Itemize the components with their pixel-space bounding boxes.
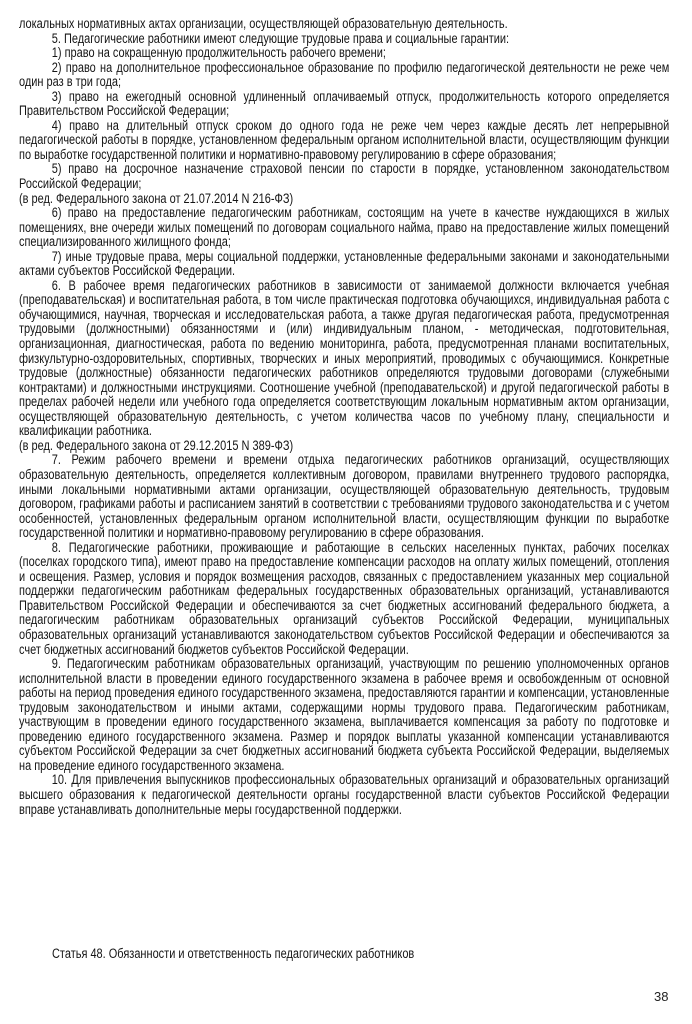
page-number: 38 <box>654 989 669 1004</box>
paragraph-item-6: 6. В рабочее время педагогических работников в зависимости от занимаемой должности включается учебная (преподавательская) и воспитательная работа, в том числе практическая подготовка обучающихся, индивидуальная работа с обучающимися, научная, творческая и исследовательская работа, а также другая педагогическая работа, предусмотренная трудовыми (должностными) обязанностями и (или) индивидуальным планом, - методическая, подготовительная, организационная, диагностическая, работа по ведению мониторинга, работа, предусмотренная планами воспитательных, физкультурно-оздоровительных, спортивных, творческих и иных мероприятий, проводимых с обучающимися. Конкретные трудовые (должностные) обязанности педагогических работников определяются трудовыми договорами (служебными контрактами) и должностными инструкциями. Соотношение учебной (преподавательской) и другой педагогической работы в пределах рабочей недели или учебного года определяется соответствующим локальным нормативным актом организации, осуществляющей образовательную деятельность, с учетом количества часов по учебному плану, специальности и квалификации работника. <box>19 277 670 439</box>
paragraph-item-7: 7. Режим рабочего времени и времени отдыха педагогических работников организаций, осуществляющих образовательную деятельность, определяется коллективным договором, правилами внутреннего трудового распорядка, иными локальными нормативными актами организации, осуществляющей образовательную деятельность, трудовым договором, графиками работы и расписанием занятий в соответствии с требованиями трудового законодательства и с учетом особенностей, установленных федеральным органом исполнительной власти, осуществляющим функции по выработке государственной политики и нормативно-правовому регулированию в сфере образования. <box>19 452 670 541</box>
paragraph-item-8: 8. Педагогические работники, проживающие и работающие в сельских населенных пунктах, рабочих поселках (поселках городского типа), имеют право на предоставление компенсации расходов на оплату жилых помещений, отопления и освещения. Размер, условия и порядок возмещения расходов, связанных с предоставлением указанных мер социальной поддержки педагогическим работникам федеральных государственных образовательных организаций, устанавливаются Правительством Российской Федерации и обеспечиваются за счет бюджетных ассигнований федерального бюджета, а педагогическим работникам образовательных организаций субъектов Российской Федерации, муниципальных образовательных организаций устанавливаются законодательством субъектов Российской Федерации и обеспечиваются за счет бюджетных ассигнований бюджетов субъектов Российской Федерации. <box>19 539 670 657</box>
amendment-note: (в ред. Федерального закона от 29.12.2015 N 389-ФЗ) <box>19 437 294 453</box>
paragraph-continuation: локальных нормативных актах организации, осуществляющей образовательную деятельность. <box>19 16 508 31</box>
subitem-6: 6) право на предоставление педагогическим работникам, состоящим на учете в качестве нуждающихся в жилых помещениях, вне очереди жилых помещений по договорам социального найма, право на предоставление жилых помещений специализированного жилищного фонда; <box>19 205 670 250</box>
paragraph-item-5: 5. Педагогические работники имеют следующие трудовые права и социальные гарантии: <box>51 30 510 46</box>
subitem-5: 5) право на досрочное назначение страховой пенсии по старости в порядке, установленном законодательством Российской Федерации; <box>19 161 670 192</box>
article-heading: Статья 48. Обязанности и ответственность педагогических работников <box>52 946 415 961</box>
paragraph-item-10: 10. Для привлечения выпускников профессиональных образовательных организаций и образовательных организаций высшего образования к педагогической деятельности органы государственной власти субъектов Российской Федерации вправе устанавливать дополнительные меры государственной поддержки. <box>19 772 670 817</box>
document-body <box>19 17 669 817</box>
paragraph-item-9: 9. Педагогическим работникам образовательных организаций, участвующим по решению уполномоченных органов исполнительной власти в проведении единого государственного экзамена в рабочее время и освобожденным от основной работы на период проведения единого государственного экзамена, предоставляются гарантии и компенсации, установленные трудовым законодательством и иными актами, содержащими нормы трудового права. Педагогическим работникам, участвующим в проведении единого государственного экзамена, выплачивается компенсация за работу по подготовке и проведению единого государственного экзамена. Размер и порядок выплаты указанной компенсации устанавливаются субъектом Российской Федерации за счет бюджетных ассигнований бюджета субъекта Российской Федерации, выделяемых на проведение единого государственного экзамена. <box>19 656 670 773</box>
subitem-7: 7) иные трудовые права, меры социальной поддержки, установленные федеральными законами и законодательными актами субъектов Российской Федерации. <box>19 248 670 279</box>
subitem-3: 3) право на ежегодный основной удлиненный оплачиваемый отпуск, продолжительность которого определяется Правительством Российской Федерации; <box>19 88 670 119</box>
subitem-4: 4) право на длительный отпуск сроком до одного года не реже чем через каждые десять лет непрерывной педагогической работы в порядке, установленном федеральным органом исполнительной власти, осуществляющим функции по выработке государственной политики и нормативно-правовому регулированию в сфере образования; <box>19 117 670 162</box>
amendment-note: (в ред. Федерального закона от 21.07.2014 N 216-ФЗ) <box>19 190 294 206</box>
subitem-1: 1) право на сокращенную продолжительность рабочего времени; <box>51 45 386 61</box>
subitem-2: 2) право на дополнительное профессиональное образование по профилю педагогической деятельности не реже чем один раз в три года; <box>19 59 670 90</box>
